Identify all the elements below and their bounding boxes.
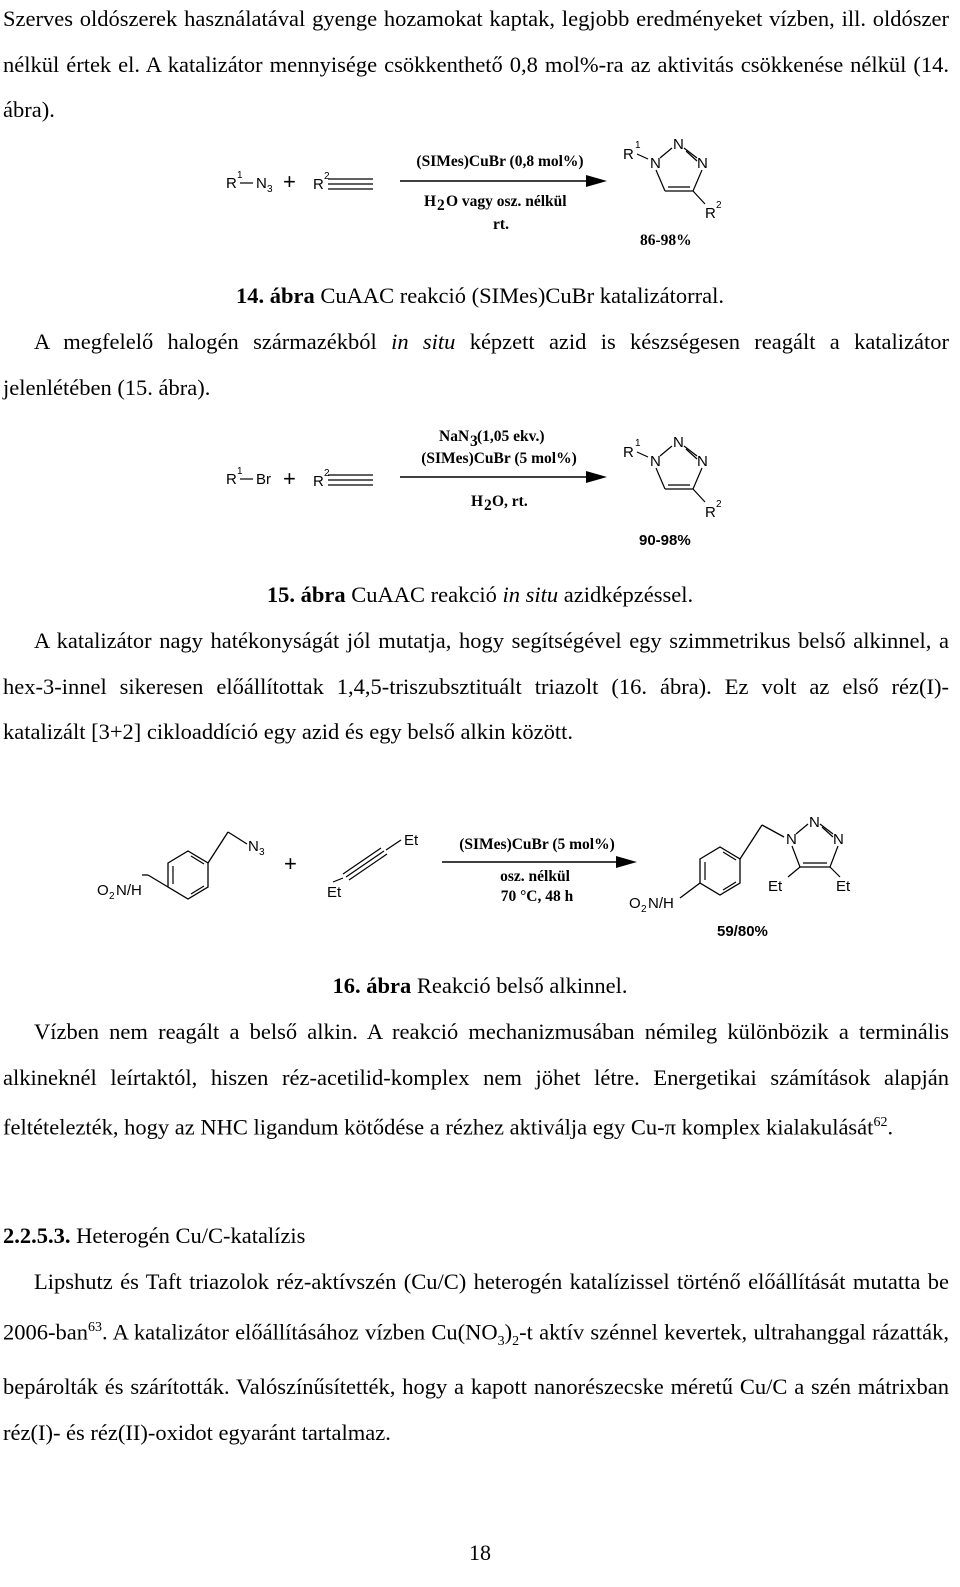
svg-text:O, rt.: O, rt.	[492, 493, 528, 510]
svg-text:osz. nélkül: osz. nélkül	[500, 868, 570, 885]
intro-paragraph: Szerves oldószerek használatával gyenge hozamokat kaptak, legjobb eredményeket vízben, ill. oldószer nélkül értek el. A katalizátor mennyisége csökkenthető 0,8 mol%-ra az aktivitás csökkenése nélkül (14. ábra).	[3, 6, 949, 122]
svg-text:R: R	[623, 444, 634, 461]
svg-text:2: 2	[716, 499, 722, 510]
scheme-14	[0, 128, 960, 258]
scheme14-reactant-azide	[226, 170, 273, 195]
yield-label: 86-98%	[640, 232, 692, 249]
scheme14-arrow	[400, 175, 607, 187]
svg-text:Et: Et	[836, 878, 851, 895]
svg-text:N/H: N/H	[648, 895, 674, 912]
svg-text:R: R	[705, 205, 716, 222]
svg-text:2: 2	[716, 200, 722, 211]
svg-text:2: 2	[437, 197, 445, 214]
figure-caption-15: 15. ábra CuAAC reakció in situ azidképzéssel.	[266, 582, 694, 607]
svg-text:Et: Et	[327, 884, 342, 901]
svg-text:2: 2	[641, 904, 647, 915]
scheme15-conditions	[421, 428, 577, 514]
scheme16-reactant-hex3yne	[327, 832, 419, 901]
svg-text:N: N	[786, 831, 797, 848]
svg-text:rt.: rt.	[493, 216, 509, 233]
svg-text:Et: Et	[404, 832, 419, 849]
svg-text:R: R	[313, 176, 324, 193]
scheme-16	[0, 815, 960, 955]
scheme15-arrow	[400, 471, 607, 483]
mechanism-paragraph: Vízben nem reagált a belső alkin. A reakció mechanizmusában némileg különbözik a terminális alkineknél leírtaktól, hiszen réz-acetilid-komplex nem jöhet létre. Energetikai számítások alapján feltételezték, hogy az NHC ligandum kötődése a rézhez aktiválja egy Cu-π komplex kialakulását$^{62}$.	[3, 1019, 949, 1140]
scheme16-conditions	[459, 836, 615, 905]
scheme14-conditions	[416, 153, 583, 233]
svg-text:R: R	[226, 175, 237, 192]
svg-text:3: 3	[267, 184, 273, 195]
scheme16-triazole-product	[629, 815, 851, 940]
svg-text:NaN: NaN	[439, 428, 470, 445]
svg-text:70 °C, 48 h: 70 °C, 48 h	[500, 888, 574, 905]
plus-sign: +	[283, 466, 296, 491]
page-number: 18	[469, 1540, 491, 1565]
scheme15-reactant-bromide	[226, 466, 271, 488]
svg-text:(SIMes)CuBr (5 mol%): (SIMes)CuBr (5 mol%)	[459, 836, 615, 853]
svg-text:N: N	[256, 175, 267, 192]
svg-text:R: R	[623, 146, 634, 163]
svg-text:3: 3	[259, 847, 265, 858]
svg-text:2: 2	[324, 171, 330, 182]
svg-text:N: N	[650, 155, 661, 172]
svg-text:N: N	[697, 453, 708, 470]
svg-text:R: R	[313, 473, 324, 490]
section-heading: 2.2.5.3. Heterogén Cu/C-katalízis	[3, 1223, 306, 1248]
svg-text:N: N	[248, 838, 259, 855]
svg-text:(SIMes)CuBr (5 mol%): (SIMes)CuBr (5 mol%)	[421, 450, 577, 467]
svg-text:N/H: N/H	[116, 882, 142, 899]
svg-text:Br: Br	[256, 471, 271, 488]
yield-label: 90-98%	[639, 532, 691, 549]
svg-text:N: N	[809, 815, 820, 831]
svg-text:H: H	[471, 493, 484, 510]
svg-text:2: 2	[109, 891, 115, 902]
svg-text:O vagy osz. nélkül: O vagy osz. nélkül	[446, 193, 567, 210]
svg-text:3: 3	[470, 433, 478, 450]
svg-text:N: N	[650, 453, 661, 470]
svg-text:Et: Et	[768, 878, 783, 895]
svg-text:R: R	[705, 504, 716, 521]
scheme16-arrow	[442, 856, 637, 868]
svg-text:(1,05 ekv.): (1,05 ekv.)	[477, 428, 545, 445]
plus-sign: +	[284, 851, 297, 876]
svg-text:1: 1	[635, 438, 641, 449]
scheme14-triazole-product	[623, 136, 722, 249]
insitu-paragraph: A megfelelő halogén származékból in situ képzett azid is készségesen reagált a katalizátor jelenlétében (15. ábra).	[3, 329, 950, 400]
svg-text:1: 1	[237, 170, 243, 181]
svg-text:H: H	[424, 193, 437, 210]
plus-sign: +	[283, 169, 296, 194]
scheme14-reactant-alkyne	[313, 171, 373, 193]
svg-text:1: 1	[237, 466, 243, 477]
figure-caption-16: 16. ábra Reakció belső alkinnel.	[332, 973, 628, 998]
scheme15-triazole-product	[623, 434, 722, 549]
figure-caption-14: 14. ábra CuAAC reakció (SIMes)CuBr katalizátorral.	[235, 283, 724, 308]
svg-text:(SIMes)CuBr (0,8 mol%): (SIMes)CuBr (0,8 mol%)	[416, 153, 584, 170]
internal-alkyne-paragraph: A katalizátor nagy hatékonyságát jól mutatja, hogy segítségével egy szimmetrikus belső alkinnel, a hex-3-innel sikeresen előállítottak 1,4,5-triszubsztituált triazolt (16. ábra). Ez volt az első réz(I)-katalizált [3+2] cikloaddíció egy azid és egy belső alkin között.	[3, 628, 949, 744]
svg-text:O: O	[97, 882, 109, 899]
svg-text:O: O	[629, 895, 641, 912]
svg-text:2: 2	[484, 497, 492, 514]
svg-text:N: N	[833, 831, 844, 848]
heterogeneous-paragraph: Lipshutz és Taft triazolok réz-aktívszén (Cu/C) heterogén katalízissel történő előállítását mutatta be 2006-ban$^{63}$. A katalizátor előállításához vízben $Cu(NO_3)_2-t$ aktív szénnel kevertek, ultrahanggal rázatták, bepárolták és szárították. Valószínűsítették, hogy a kapott nanorészecske méretű Cu/C a szén mátrixban réz(I)- és réz(II)-oxidot egyaránt tartalmaz.	[3, 1269, 949, 1445]
svg-text:R: R	[226, 471, 237, 488]
scheme16-reactant-benzyl-azide	[97, 832, 265, 902]
scheme15-reactant-alkyne	[313, 468, 373, 490]
scheme-15	[0, 420, 960, 560]
svg-text:N: N	[697, 155, 708, 172]
svg-text:N: N	[673, 434, 684, 451]
svg-text:1: 1	[635, 140, 641, 151]
svg-text:N: N	[673, 136, 684, 153]
yield-label: 59/80%	[717, 923, 768, 940]
svg-text:2: 2	[324, 468, 330, 479]
